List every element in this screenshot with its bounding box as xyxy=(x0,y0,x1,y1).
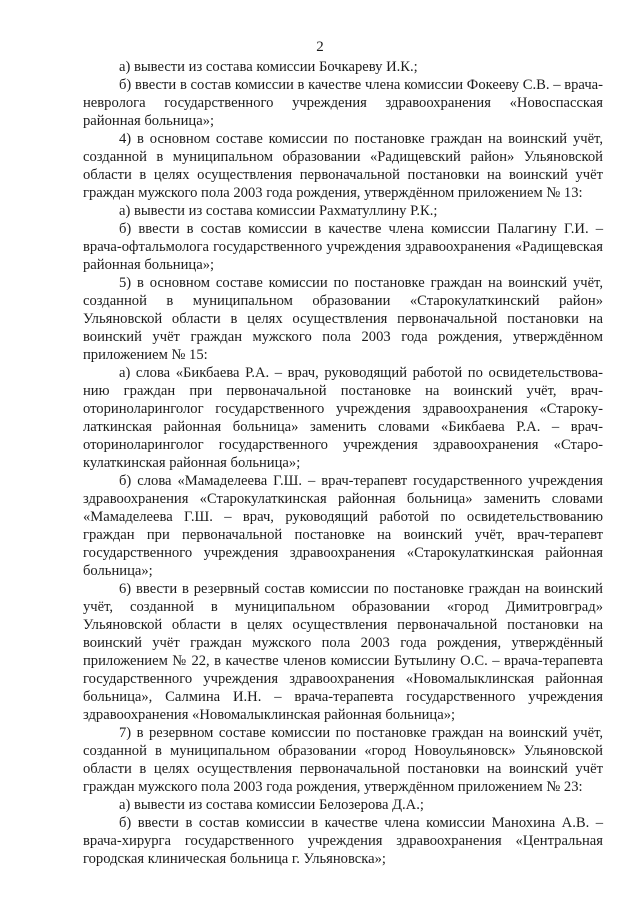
paragraph: а) вывести из состава комиссии Бочкареву И.К.; xyxy=(119,59,418,75)
paragraph: б) ввести в состав комиссии в качестве члена комиссии Манохина А.В. – врача-хирурга государственного учреждения здравоохранения «Центральная городская клиническая больница г. Ульяновска»; xyxy=(83,815,603,867)
paragraph: 6) ввести в резервный состав комиссии по постановке граждан на воинский учёт, созданной в муниципальном образовании «город Димитровград» Ульяновской области в целях осуществления первоначальной постановки на воинский учёт граждан мужского пола 2003 года рождения, утверждённый приложением № 22, в качестве членов комиссии Бутылину О.С. – врача-терапевта государственного учреждения здравоохранения «Новомалыклинская районная больница», Салмина И.Н. – врача-терапевта государственного учреждения здравоохранения «Новомалыклинская районная больница»; xyxy=(83,581,603,723)
paragraph: 4) в основном составе комиссии по постановке граждан на воинский учёт, созданной в муниципальном образовании «Радищевский район» Ульяновской области в целях осуществления первоначальной постановки на воинский учёт граждан мужского пола 2003 года рождения, утверждённом приложением № 13: xyxy=(83,131,603,201)
paragraph: 5) в основном составе комиссии по постановке граждан на воинский учёт, созданной в муниципальном образовании «Старокулаткинский район» Ульяновской области в целях осуществления первоначальной постановки на воинский учёт граждан мужского пола 2003 года рождения, утверждённом приложением № 15: xyxy=(83,275,603,363)
paragraph: а) вывести из состава комиссии Рахматуллину Р.К.; xyxy=(119,203,438,219)
page-number: 2 xyxy=(316,39,324,55)
document-body xyxy=(83,58,603,868)
paragraph: б) ввести в состав комиссии в качестве члена комиссии Палагину Г.И. – врача-офтальмолога государственного учреждения здравоохранения «Радищевская районная больница»; xyxy=(83,221,603,273)
paragraph: б) ввести в состав комиссии в качестве члена комиссии Фокееву С.В. – врача-невролога государственного учреждения здравоохранения «Новоспасская районная больница»; xyxy=(83,77,603,129)
paragraph: б) слова «Мамаделеева Г.Ш. – врач-терапевт государственного учреждения здравоохранения «Старокулаткинская районная больница» заменить словами «Мамаделеева Г.Ш. – врач, руководящий работой по освидетельствованию граждан при первоначальной постановке на воинский учёт, врач-терапевт государственного учреждения здравоохранения «Старокулаткинская районная больница»; xyxy=(83,473,603,579)
paragraph: 7) в резервном составе комиссии по постановке граждан на воинский учёт, созданной в муниципальном образовании «город Новоульяновск» Ульяновской области в целях осуществления первоначальной постановки на воинский учёт граждан мужского пола 2003 года рождения, утверждённом приложением № 23: xyxy=(83,725,603,795)
paragraph: а) слова «Бикбаева Р.А. – врач, руководящий работой по освидетельствованию граждан при первоначальной постановке на воинский учёт, врач-оториноларинголог государственного учреждения здравоохранения «Старокулаткинская районная больница» заменить словами «Бикбаева Р.А. – врач-оториноларинголог государственного учреждения здравоохранения «Старокулаткинская районная больница»; xyxy=(83,365,603,471)
paragraph: а) вывести из состава комиссии Белозерова Д.А.; xyxy=(119,797,424,813)
